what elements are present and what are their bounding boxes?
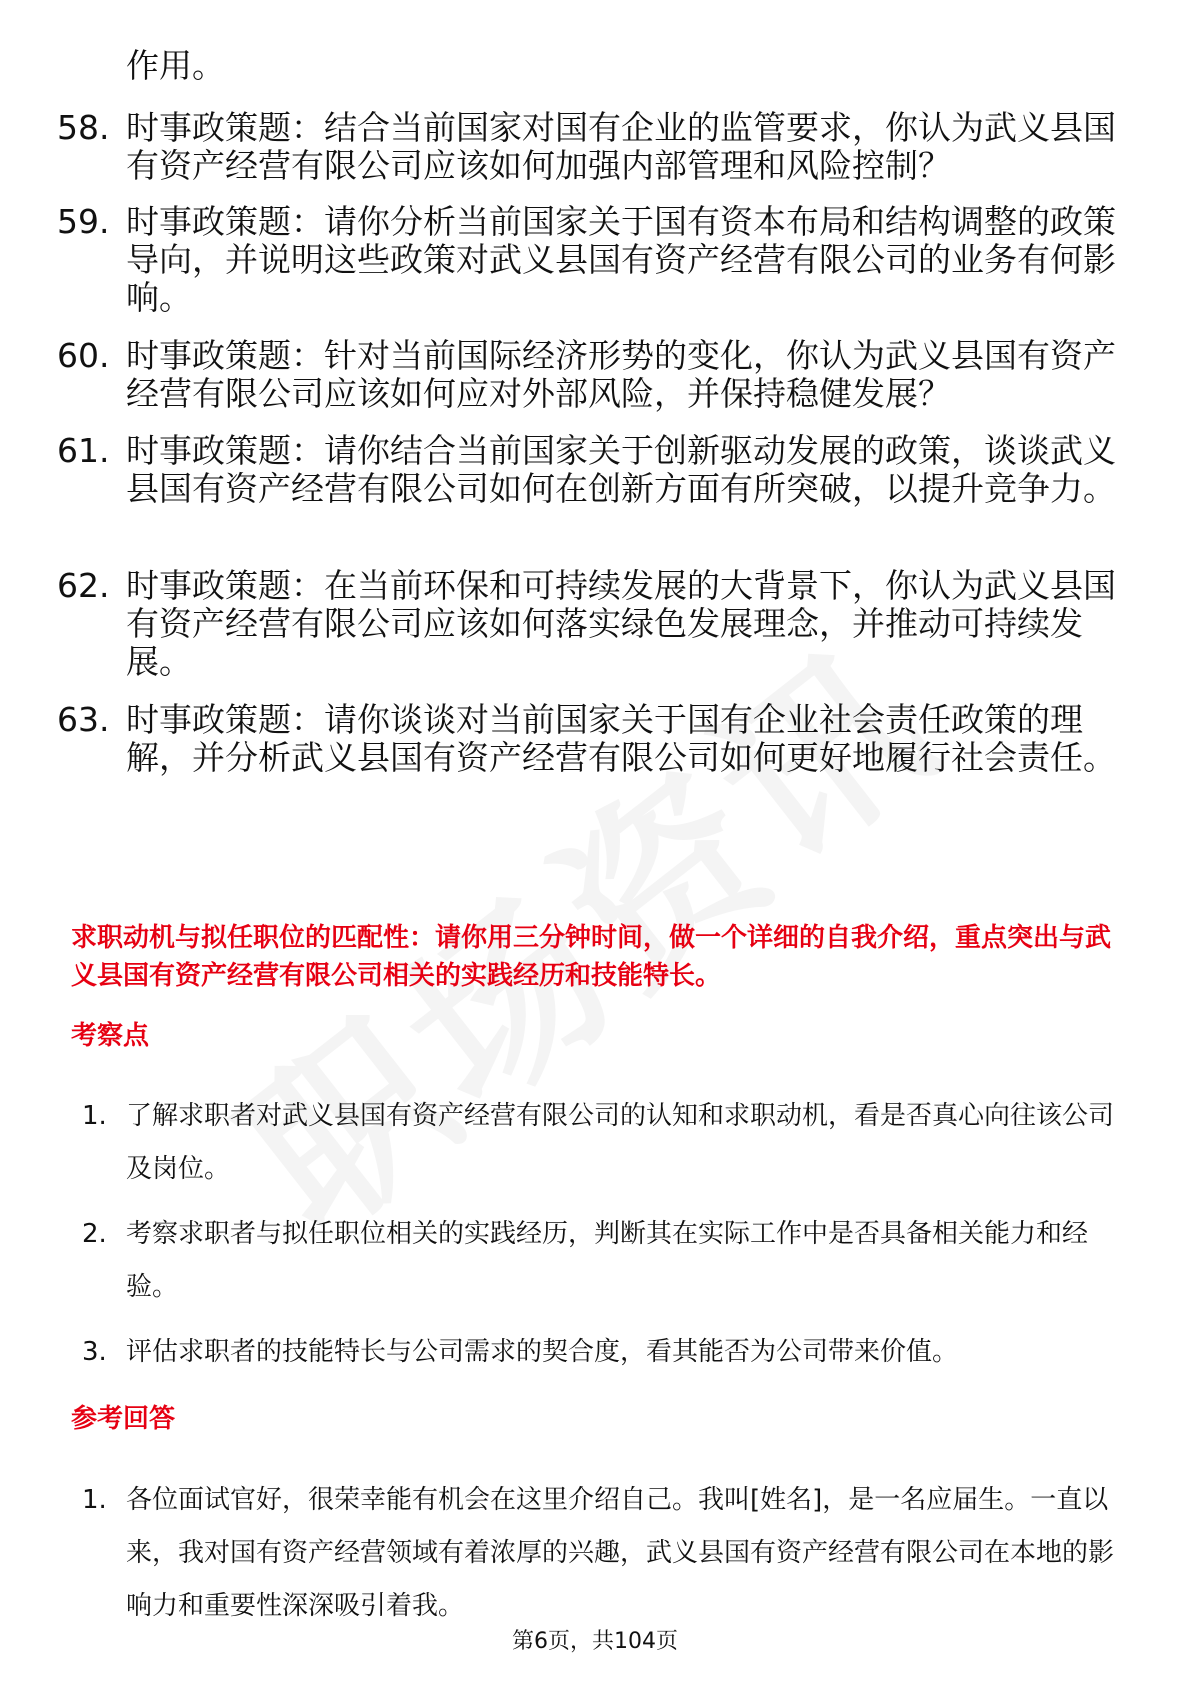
item-text: 各位面试官好，很荣幸能有机会在这里介绍自己。我叫[姓名]，是一名应届生。一直以来，我对国有资产经营领域有着浓厚的兴趣，武义县国有资产经营有限公司在本地的影响力和重要性深深吸引着我。 <box>126 1485 1115 1621</box>
highlight-question: 求职动机与拟任职位的匹配性：请你用三分钟时间，做一个详细的自我介绍，重点突出与武义县国有资产经营有限公司相关的实践经历和技能特长。 <box>71 923 1112 991</box>
question-text: 时事政策题：请你谈谈对当前国家关于国有企业社会责任政策的理解，并分析武义县国有资产经营有限公司如何更好地履行社会责任。 <box>126 700 1116 777</box>
assessment-heading: 考察点 <box>71 1021 150 1051</box>
page-footer: 第6页，共104页 <box>512 1629 678 1654</box>
item-number: 1. <box>82 1485 107 1515</box>
item-text: 考察求职者与拟任职位相关的实践经历，判断其在实际工作中是否具备相关能力和经验。 <box>126 1219 1089 1302</box>
question-number: 60. <box>57 336 110 375</box>
item-text: 了解求职者对武义县国有资产经营有限公司的认知和求职动机，看是否真心向往该公司及岗位。 <box>126 1101 1115 1184</box>
item-number: 2. <box>82 1219 107 1249</box>
question-number: 63. <box>57 700 110 739</box>
question-number: 58. <box>57 108 110 147</box>
question-text: 时事政策题：请你结合当前国家关于创新驱动发展的政策，谈谈武义县国有资产经营有限公司如何在创新方面有所突破，以提升竞争力。 <box>126 431 1116 508</box>
item-number: 3. <box>82 1337 107 1367</box>
item-text: 评估求职者的技能特长与公司需求的契合度，看其能否为公司带来价值。 <box>126 1337 959 1367</box>
question-text: 时事政策题：请你分析当前国家关于国有资本布局和结构调整的政策导向，并说明这些政策对武义县国有资产经营有限公司的业务有何影响。 <box>126 202 1116 317</box>
question-number: 59. <box>57 202 110 241</box>
question-text: 时事政策题：在当前环保和可持续发展的大背景下，你认为武义县国有资产经营有限公司应该如何落实绿色发展理念，并推动可持续发展。 <box>126 566 1116 681</box>
item-number: 1. <box>82 1101 107 1131</box>
question-number: 62. <box>57 566 110 605</box>
question-number: 61. <box>57 431 110 470</box>
question-text: 时事政策题：结合当前国家对国有企业的监管要求，你认为武义县国有资产经营有限公司应该如何加强内部管理和风险控制？ <box>126 108 1116 185</box>
reference-heading: 参考回答 <box>71 1404 176 1434</box>
question-text: 时事政策题：针对当前国际经济形势的变化，你认为武义县国有资产经营有限公司应该如何应对外部风险，并保持稳健发展？ <box>126 336 1116 413</box>
previous-question-continuation: 作用。 <box>126 46 225 85</box>
